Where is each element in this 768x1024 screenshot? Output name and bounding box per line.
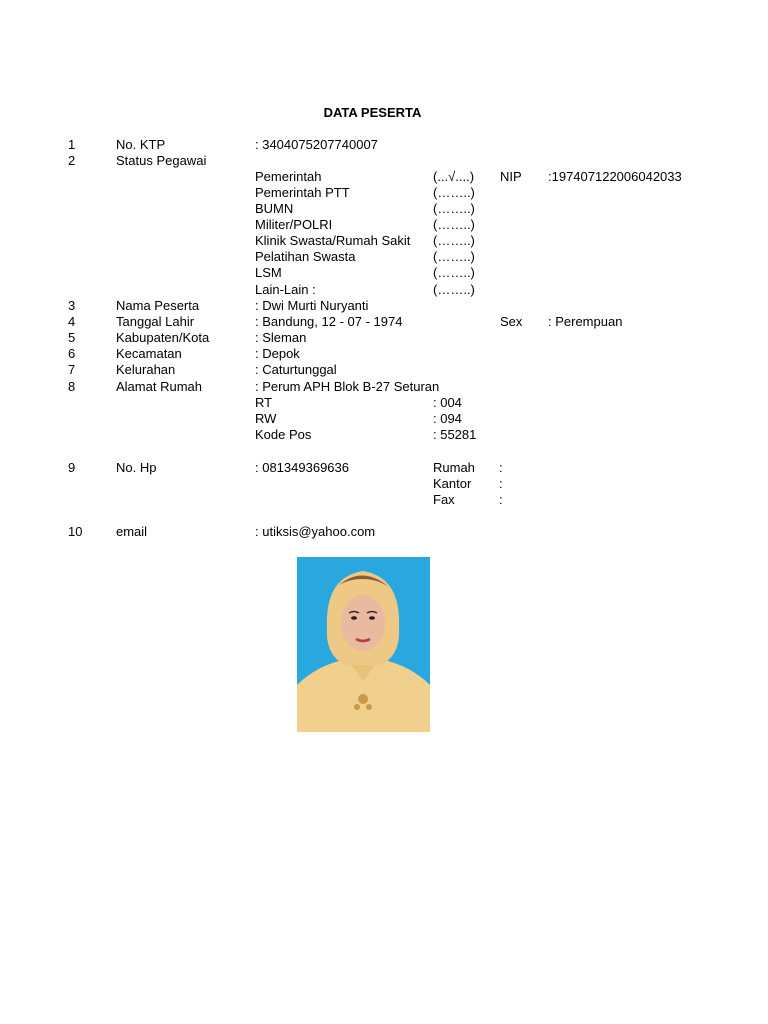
page-title: DATA PESERTA (323, 105, 422, 120)
rt-label: RT (255, 395, 273, 410)
kode-pos-value: : 55281 (433, 427, 477, 442)
kode-pos-label: Kode Pos (255, 427, 312, 442)
nama-peserta-value: : Dwi Murti Nuryanti (255, 298, 369, 313)
email-value: : utiksis@yahoo.com (255, 524, 376, 539)
nip-value: :197407122006042033 (548, 169, 682, 184)
status-option-label: Lain-Lain : (255, 282, 316, 297)
status-option-mark: (……..) (433, 249, 475, 264)
nama-peserta-label: Nama Peserta (116, 298, 200, 313)
status-option-mark: (……..) (433, 265, 475, 280)
rt-value: : 004 (433, 395, 462, 410)
kelurahan-label: Kelurahan (116, 362, 176, 377)
email-label: email (116, 524, 148, 539)
kelurahan-value: : Caturtunggal (255, 362, 337, 377)
status-option-mark: (……..) (433, 233, 475, 248)
tanggal-lahir-label: Tanggal Lahir (116, 314, 195, 329)
rw-label: RW (255, 411, 277, 426)
fax-value: : (499, 492, 503, 507)
alamat-label: Alamat Rumah (116, 379, 202, 394)
row-number: 2 (68, 153, 76, 168)
rumah-value: : (499, 460, 503, 475)
tanggal-lahir-value: : Bandung, 12 - 07 - 1974 (255, 314, 403, 329)
row-number: 1 (68, 137, 76, 152)
row-number: 7 (68, 362, 76, 377)
status-option-mark: (……..) (433, 201, 475, 216)
no-hp-value: : 081349369636 (255, 460, 349, 475)
status-option-mark: (……..) (433, 282, 475, 297)
status-pegawai-label: Status Pegawai (116, 153, 207, 168)
kecamatan-label: Kecamatan (116, 346, 182, 361)
status-option-mark: (……..) (433, 217, 475, 232)
status-option-label: BUMN (255, 201, 294, 216)
status-option-mark: (...√....) (433, 169, 475, 184)
status-option-label: Klinik Swasta/Rumah Sakit (255, 233, 411, 248)
fax-label: Fax (433, 492, 455, 507)
status-option-label: Militer/POLRI (255, 217, 333, 232)
row-number: 4 (68, 314, 76, 329)
nip-label: NIP (500, 169, 522, 184)
status-option-label: Pemerintah PTT (255, 185, 350, 200)
participant-photo (297, 557, 430, 732)
portrait-illustration (297, 557, 430, 732)
kantor-label: Kantor (433, 476, 472, 491)
status-option-label: Pemerintah (255, 169, 322, 184)
sex-value: : Perempuan (548, 314, 623, 329)
row-number: 8 (68, 379, 76, 394)
alamat-value: : Perum APH Blok B-27 Seturan (255, 379, 440, 394)
rumah-label: Rumah (433, 460, 475, 475)
ktp-value: : 3404075207740007 (255, 137, 378, 152)
row-number: 3 (68, 298, 76, 313)
row-number: 6 (68, 346, 76, 361)
kabupaten-label: Kabupaten/Kota (116, 330, 210, 345)
status-option-mark: (……..) (433, 185, 475, 200)
rw-value: : 094 (433, 411, 462, 426)
kabupaten-value: : Sleman (255, 330, 307, 345)
row-number: 5 (68, 330, 76, 345)
kantor-value: : (499, 476, 503, 491)
status-option-label: LSM (255, 265, 282, 280)
sex-label: Sex (500, 314, 523, 329)
kecamatan-value: : Depok (255, 346, 300, 361)
no-hp-label: No. Hp (116, 460, 157, 475)
ktp-label: No. KTP (116, 137, 166, 152)
status-option-label: Pelatihan Swasta (255, 249, 356, 264)
row-number: 10 (68, 524, 83, 539)
row-number: 9 (68, 460, 76, 475)
